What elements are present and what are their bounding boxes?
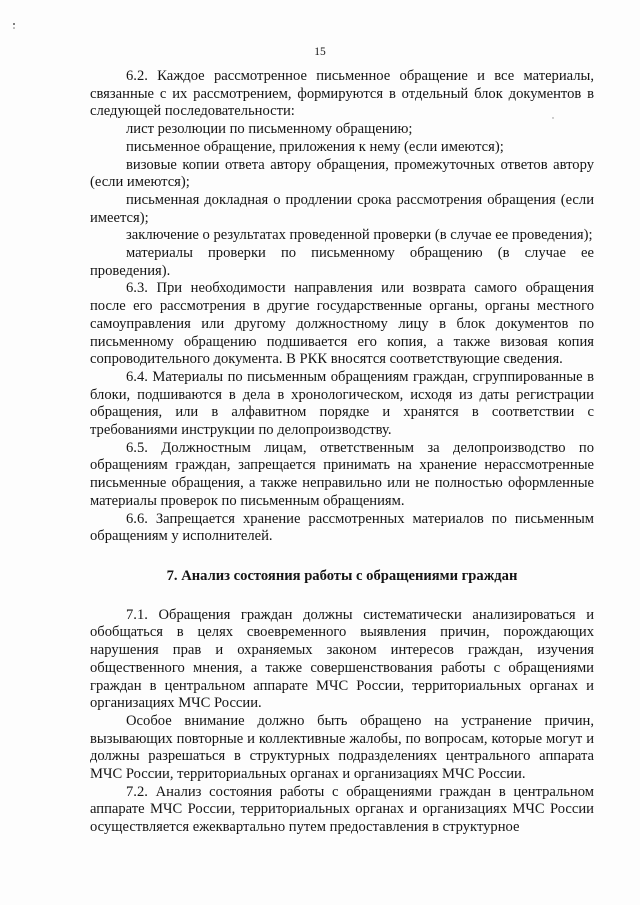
- paragraph: Особое внимание должно быть обращено на устранение причин, вызывающих повторные и коллективные жалобы, по вопросам, которые могут и должны разрешаться в структурных подразделениях центрального аппарата МЧС России, территориальных органах и организациях МЧС России.: [90, 712, 594, 783]
- list-item: лист резолюции по письменному обращению;: [126, 121, 413, 138]
- paragraph: 6.6. Запрещается хранение рассмотренных материалов по письменным обращениям у исполнителей.: [90, 510, 594, 545]
- paragraph: 6.5. Должностным лицам, ответственным за делопроизводство по обращениям граждан, запрещается принимать на хранение нерассмотренные письменные обращения, а также неправильно или не полностью оформленные материалы проверок по письменным обращениям.: [90, 439, 594, 509]
- paragraph: 7.1. Обращения граждан должны систематически анализироваться и обобщаться в целях своевременного выявления причин, порождающих нарушения прав и охраняемых законом интересов граждан, изучения общественного мнения, а также совершенствования работы с обращениями граждан в центральном аппарате МЧС России, территориальных органах и организациях МЧС России.: [90, 606, 594, 712]
- paragraph: 6.3. При необходимости направления или возврата самого обращения после его рассмотрения в другие государственные органы, органы местного самоуправления или другому должностному лицу в блок документов по письменному обращению подшивается его копия, а также визовая копия сопроводительного документа. В РКК вносятся соответствующие сведения.: [90, 280, 594, 368]
- paragraph: 7.2. Анализ состояния работы с обращениями граждан в центральном аппарате МЧС России, территориальных органах и организациях МЧС России осуществляется ежеквартально путем предоставления в структурное: [90, 783, 594, 836]
- list-item: письменное обращение, приложения к нему (если имеются);: [126, 138, 504, 155]
- page-number: 15: [314, 46, 326, 58]
- section-6-continued: [90, 68, 594, 546]
- scan-speck: [13, 23, 15, 25]
- section-7: [90, 607, 594, 837]
- scan-speck: [13, 27, 15, 29]
- document-body: [90, 68, 594, 837]
- paragraph: 6.2. Каждое рассмотренное письменное обращение и все материалы, связанные с их рассмотрением, формируются в отдельный блок документов в следующей последовательности:: [90, 68, 594, 120]
- list-item: заключение о результатах проведенной проверки (в случае ее проведения);: [126, 227, 593, 244]
- list-item: письменная докладная о продлении срока рассмотрения обращения (если имеется);: [90, 191, 594, 226]
- paragraph: 6.4. Материалы по письменным обращениям граждан, сгруппированные в блоки, подшиваются в дела в хронологическом, исходя из даты регистрации обращения, или в алфавитном порядке и хранятся в соответствии с требованиями инструкции по делопроизводству.: [90, 368, 594, 439]
- section-heading: 7. Анализ состояния работы с обращениями граждан: [166, 567, 518, 584]
- list-item: материалы проверки по письменному обращению (в случае ее проведения).: [90, 245, 594, 279]
- list-item: визовые копии ответа автору обращения, промежуточных ответов автору (если имеются);: [90, 156, 594, 191]
